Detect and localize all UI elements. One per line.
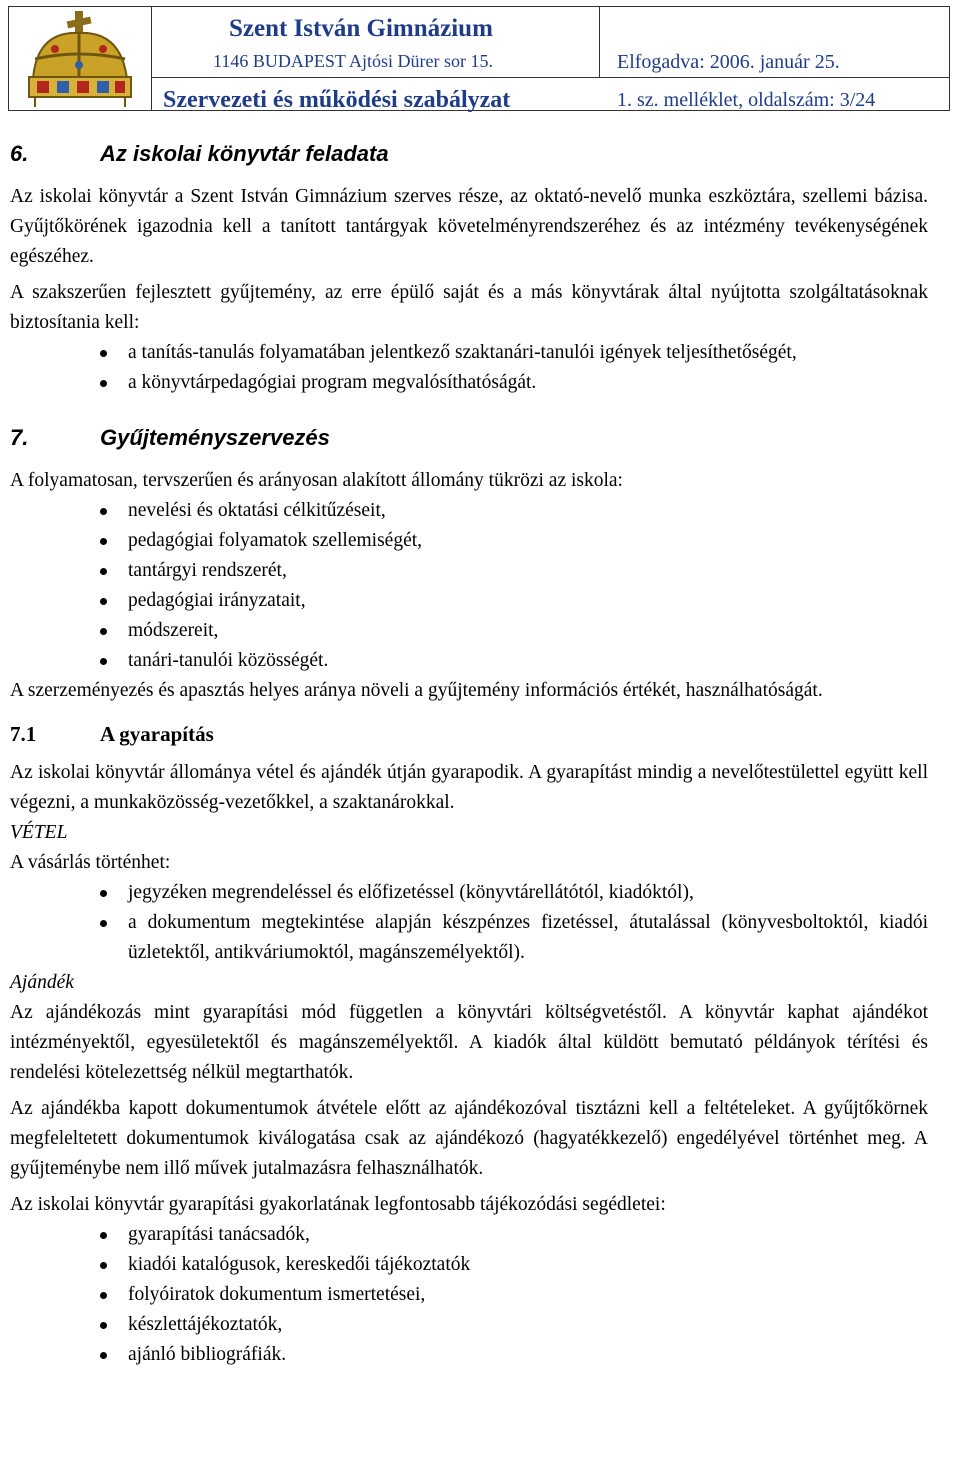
list-item: tanári-tanulói közösségét. [10, 646, 928, 676]
school-name: Szent István Gimnázium [229, 15, 493, 42]
section-title: Az iskolai könyvtár feladata [100, 141, 389, 166]
paragraph: Az iskolai könyvtár gyarapítási gyakorlatának legfontosabb tájékozódási segédletei: [10, 1194, 666, 1215]
section-title: Gyűjteményszervezés [100, 425, 330, 450]
list-item: ajánló bibliográfiák. [10, 1340, 928, 1370]
list-item: módszereit, [10, 616, 928, 646]
holy-crown-crest-icon [15, 9, 145, 109]
bullet-list [10, 878, 928, 968]
list-item: nevelési és oktatási célkitűzéseit, [10, 496, 928, 526]
list-item: folyóiratok dokumentum ismertetései, [10, 1280, 928, 1310]
list-item: tantárgyi rendszerét, [10, 556, 928, 586]
list-item: gyarapítási tanácsadók, [10, 1220, 928, 1250]
purchase-subheading: VÉTEL [10, 822, 68, 843]
paragraph: A vásárlás történhet: [10, 852, 171, 873]
document-title: Szervezeti és működési szabályzat [163, 87, 511, 113]
section-6-heading [10, 140, 928, 168]
bullet-list [10, 1220, 928, 1370]
header-divider [599, 7, 600, 77]
paragraph: A szerzeményezés és apasztás helyes aránya növeli a gyűjtemény információs értékét, használhatóságát. [10, 680, 823, 701]
paragraph: A folyamatosan, tervszerűen és arányosan alakított állomány tükrözi az iskola: [10, 470, 623, 491]
section-7-1-heading [10, 720, 928, 748]
school-address: 1146 BUDAPEST Ajtósi Dürer sor 15. [213, 51, 494, 71]
bullet-list [10, 338, 928, 398]
paragraph: Az iskolai könyvtár a Szent István Gimnázium szerves része, az oktató-nevelő munka eszköztára, szellemi bázisa. Gyűjtőkörének igazodnia kell a tanított tantárgyak követelményrendszeréhez és az intézmény tevékenységének egészéhez. [10, 186, 928, 267]
list-item: kiadói katalógusok, kereskedői tájékoztatók [10, 1250, 928, 1280]
list-item: a dokumentum megtekintése alapján készpénzes fizetéssel, átutalással (könyvesboltoktól, kiadói üzletektől, antikváriumoktól, magánszemélyektől). [10, 908, 928, 968]
list-item: készlettájékoztatók, [10, 1310, 928, 1340]
document-body [10, 140, 928, 1370]
section-number: 7. [10, 425, 29, 450]
bullet-list [10, 496, 928, 676]
list-item: pedagógiai folyamatok szellemiségét, [10, 526, 928, 556]
list-item: jegyzéken megrendeléssel és előfizetéssel (könyvtárellátótól, kiadóktól), [10, 878, 928, 908]
section-title: A gyarapítás [100, 722, 214, 746]
paragraph: A szakszerűen fejlesztett gyűjtemény, az erre épülő saját és a más könyvtárak által nyújtotta szolgáltatásoknak biztosítania kell: [10, 282, 928, 333]
paragraph: Az ajándékba kapott dokumentumok átvétele előtt az ajándékozóval tisztázni kell a feltételeket. A gyűjtőkörnek megfeleltetett dokumentumok kiválogatása csak az ajándékozó (hagyatékkezelő) engedélyével történhet meg. A gyűjteménybe nem illő művek jutalmazásra felhasználhatók. [10, 1098, 928, 1179]
accepted-date: Elfogadva: 2006. január 25. [617, 51, 840, 73]
paragraph: Az ajándékozás mint gyarapítási mód független a könyvtári költségvetéstől. A könyvtár kaphat ajándékot intézményektől, egyesületektől és magánszemélyektől. A kiadók által küldött bemutató példányok térítési és rendelési kötelezettség nélkül megtarthatók. [10, 1002, 928, 1083]
list-item: pedagógiai irányzatait, [10, 586, 928, 616]
annex-page-number: 1. sz. melléklet, oldalszám: 3/24 [617, 89, 876, 111]
section-number: 7.1 [10, 722, 37, 746]
header-divider [151, 7, 152, 110]
gift-subheading: Ajándék [10, 972, 74, 993]
list-item: a tanítás-tanulás folyamatában jelentkező szaktanári-tanulói igények teljesíthetőségét, [10, 338, 928, 368]
list-item: a könyvtárpedagógiai program megvalósíthatóságát. [10, 368, 928, 398]
document-header [8, 6, 950, 111]
header-divider [151, 77, 949, 78]
section-7-heading [10, 424, 928, 452]
paragraph: Az iskolai könyvtár állománya vétel és ajándék útján gyarapodik. A gyarapítást mindig a nevelőtestülettel együtt kell végezni, a munkaközösség-vezetőkkel, a szaktanárokkal. [10, 762, 928, 813]
section-number: 6. [10, 141, 29, 166]
